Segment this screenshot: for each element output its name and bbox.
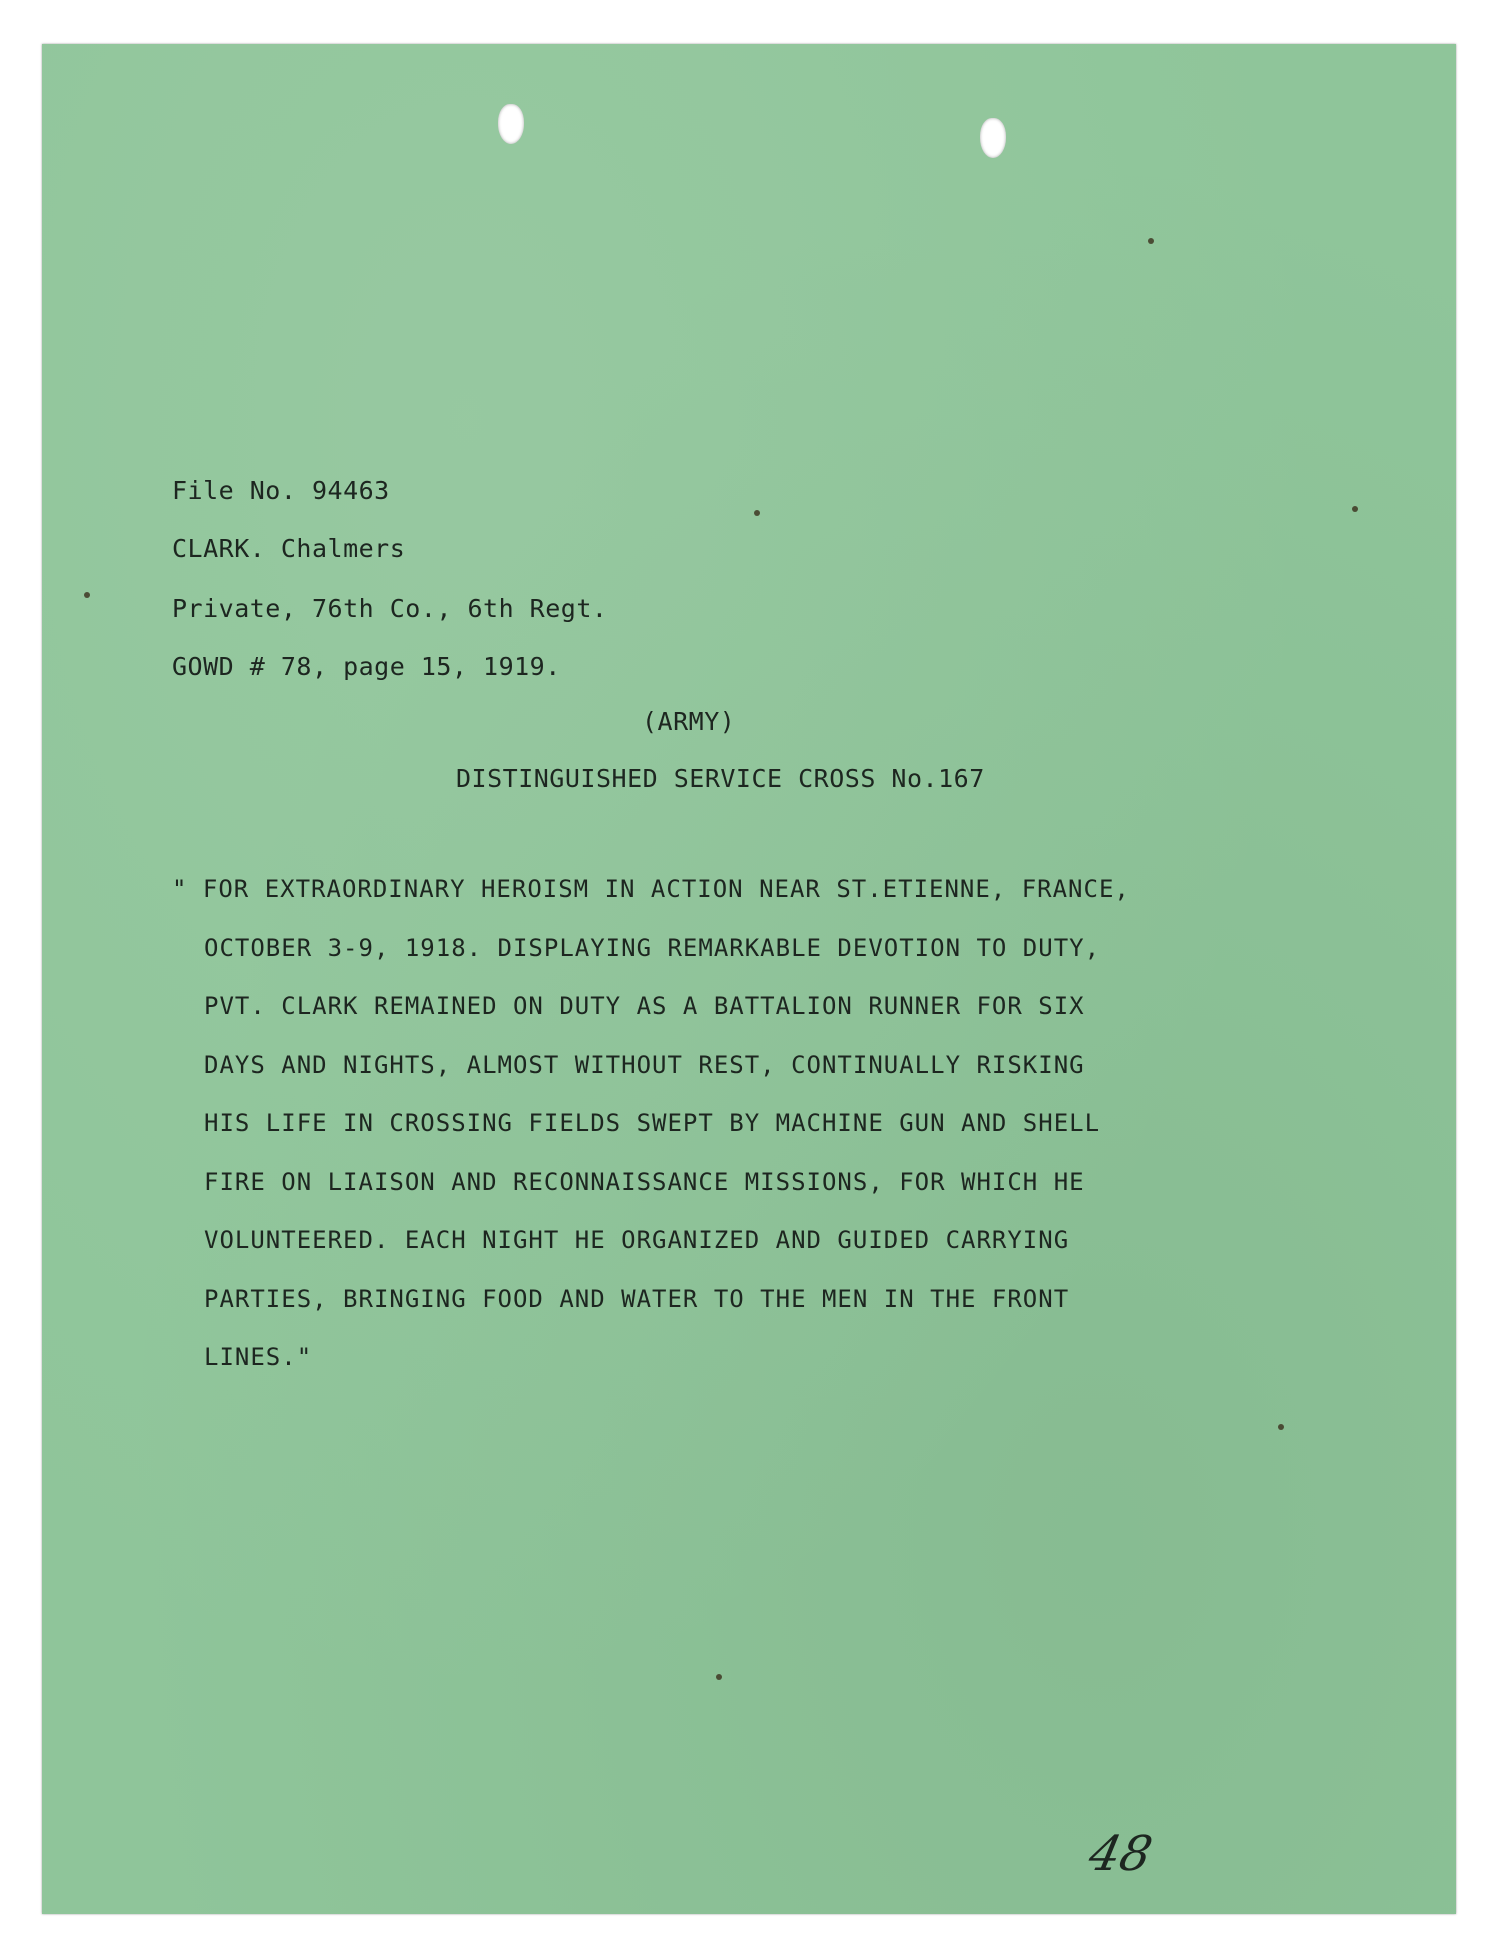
gowd-reference: GOWD # 78, page 15, 1919. [172, 652, 561, 681]
award-title: DISTINGUISHED SERVICE CROSS No.167 [456, 764, 985, 793]
citation-line: " FOR EXTRAORDINARY HEROISM IN ACTION NEAR ST.ETIENNE, FRANCE, [172, 875, 1130, 903]
punch-hole [498, 104, 524, 144]
paper-speck [1278, 1424, 1284, 1430]
citation-line: LINES." [204, 1343, 313, 1371]
rank-unit: Private, 76th Co., 6th Regt. [172, 594, 608, 623]
paper-speck [754, 510, 760, 516]
citation-line: DAYS AND NIGHTS, ALMOST WITHOUT REST, CONTINUALLY RISKING [204, 1050, 1085, 1079]
paper-speck [84, 592, 90, 598]
citation-line: FIRE ON LIAISON AND RECONNAISSANCE MISSIONS, FOR WHICH HE [204, 1167, 1085, 1196]
branch-label: (ARMY) [642, 707, 736, 736]
paper-speck [716, 1674, 722, 1680]
paper-speck [1352, 506, 1358, 512]
citation-text [172, 860, 1352, 1387]
citation-line: HIS LIFE IN CROSSING FIELDS SWEPT BY MACHINE GUN AND SHELL [204, 1109, 1101, 1137]
file-number: File No. 94463 [172, 476, 390, 505]
citation-line: PARTIES, BRINGING FOOD AND WATER TO THE MEN IN THE FRONT [204, 1284, 1070, 1313]
recipient-name: CLARK. Chalmers [172, 534, 406, 563]
paper-speck [1148, 238, 1154, 244]
citation-line: PVT. CLARK REMAINED ON DUTY AS A BATTALION RUNNER FOR SIX [204, 992, 1085, 1020]
citation-line: OCTOBER 3-9, 1918. DISPLAYING REMARKABLE DEVOTION TO DUTY, [204, 933, 1101, 962]
document-page [42, 44, 1456, 1914]
punch-hole [980, 118, 1006, 158]
citation-line: VOLUNTEERED. EACH NIGHT HE ORGANIZED AND GUIDED CARRYING [204, 1226, 1070, 1254]
handwritten-page-number: 48 [1084, 1826, 1158, 1882]
